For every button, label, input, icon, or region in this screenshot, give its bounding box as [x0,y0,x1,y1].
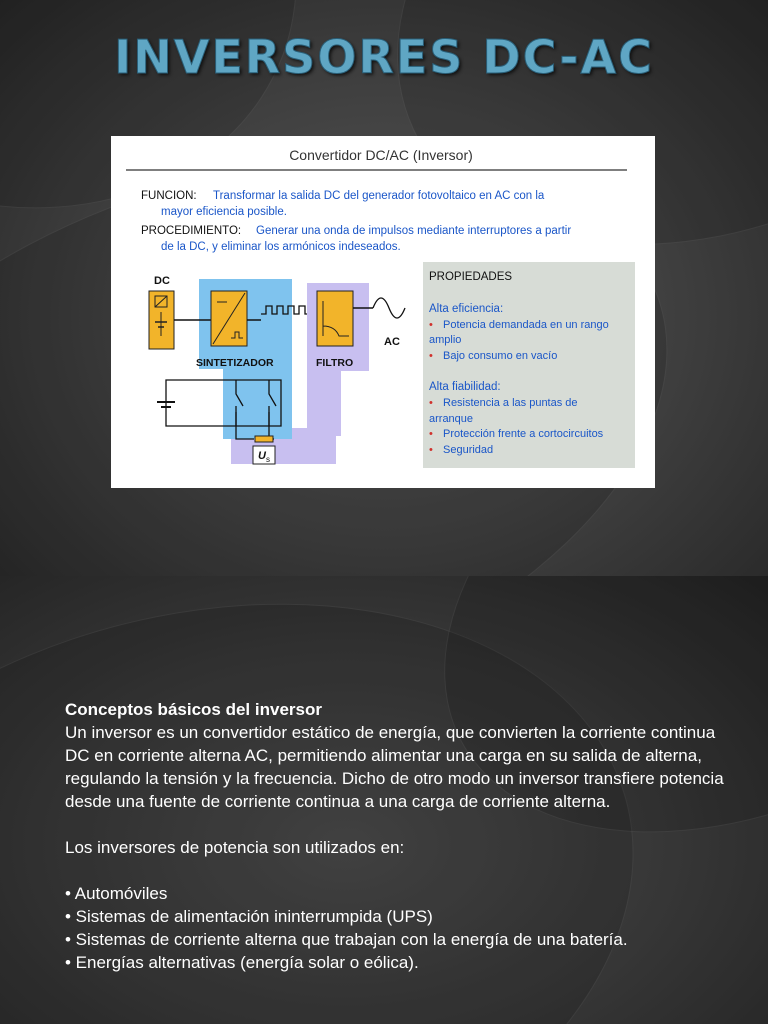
ac-label: AC [384,336,400,348]
alta-eficiencia-heading: Alta eficiencia: [429,303,504,315]
sintetizador-label: SINTETIZADOR [196,357,274,369]
us-capacitor [255,436,273,442]
us-subscript: s [266,455,270,464]
figure-heading: Convertidor DC/AC (Inversor) [289,147,473,163]
procedimiento-label: PROCEDIMIENTO: [141,225,242,237]
list-item: • Sistemas de corriente alterna que trabajan con la energía de una batería. [65,930,628,949]
fi-item-1-line-1: Resistencia a las puntas de [443,397,578,409]
slide-title: INVERSORES DC-AC [114,30,654,84]
us-label: U [258,450,266,462]
fi-item-1-line-2: arranque [429,413,474,425]
ef-item-1-line-1: Potencia demandada en un rango [443,319,609,331]
fi-item-2: Protección frente a cortocircuitos [443,428,604,440]
list-item: • Energías alternativas (energía solar o eólica). [65,953,419,972]
filtro-label: FILTRO [316,357,354,369]
ef-item-2: Bajo consumo en vacío [443,350,558,362]
slide-2-body [65,698,725,974]
ef-item-1-line-2: amplio [429,334,462,346]
fi-bullet-2: • [429,428,433,440]
uses-list [65,882,725,974]
inverter-diagram-figure [111,136,655,488]
slide-2 [0,576,768,1024]
fi-bullet-3: • [429,444,433,456]
fi-item-3: Seguridad [443,444,494,456]
filtro-block [317,291,353,346]
funcion-line-1: Transformar la salida DC del generador fotovoltaico en AC con la [213,190,545,202]
concepts-paragraph: Un inversor es un convertidor estático de energía, que convierten la corriente continua DC en corriente alterna AC, permitiendo alimentar una carga en su salida de alterna, regulando la tensión y la frecuencia. Dicho de otro modo un inversor transfiere potencia desde una fuente de corriente continua a una carga de corriente alterna. [65,723,724,811]
spacer [65,859,725,882]
funcion-label: FUNCION: [141,190,197,202]
funcion-line-2: mayor eficiencia posible. [161,206,287,218]
propiedades-title: PROPIEDADES [429,271,513,283]
concepts-heading: Conceptos básicos del inversor [65,700,322,719]
procedimiento-line-1: Generar una onda de impulsos mediante interruptores a partir [256,225,572,237]
spacer [65,813,725,836]
dc-label: DC [154,275,170,287]
list-item: • Sistemas de alimentación ininterrumpida (UPS) [65,907,433,926]
uses-intro: Los inversores de potencia son utilizados en: [65,838,405,857]
fi-bullet-1: • [429,397,433,409]
alta-fiabilidad-heading: Alta fiabilidad: [429,381,501,393]
ef-bullet-1: • [429,319,433,331]
procedimiento-line-2: de la DC, y eliminar los armónicos indeseados. [161,241,401,253]
ac-sine-wave [373,298,405,318]
list-item: • Automóviles [65,884,168,903]
ef-bullet-2: • [429,350,433,362]
